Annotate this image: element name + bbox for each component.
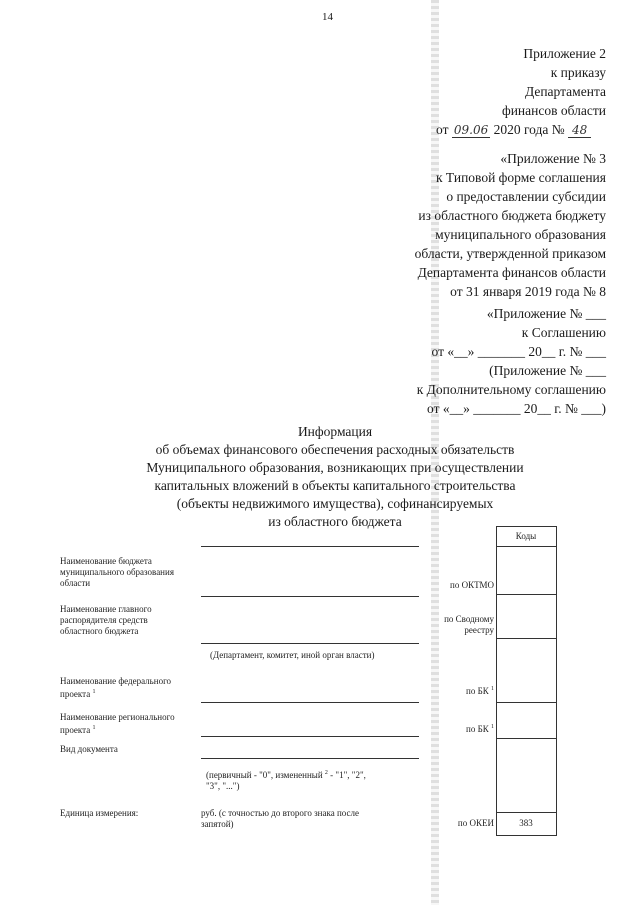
codes-left-border [496,526,497,836]
appendix2-line2: к приказу [550,65,606,80]
codes-header: Коды [515,531,537,541]
appendix2-line1: Приложение 2 [523,46,606,61]
appendix3-line: о предоставлении субсидии [446,189,606,204]
chief-distributor-label: Наименование главного распорядителя средств областного бюджета [60,604,152,636]
date-mid: 2020 года № [493,122,565,137]
budget-name-label: Наименование бюджета муниципального образования области [60,556,174,588]
appendix3-line: от 31 января 2019 года № 8 [450,284,606,299]
document-type-field[interactable] [201,758,419,759]
codes-bottom-border [496,835,556,836]
federal-project-field[interactable] [201,702,419,703]
handwritten-date: 09.06 [453,123,489,137]
bk-label-2: по БК $^1$ [466,724,494,734]
document-type-hint: (первичный - "0", измененный $^2$ - "1", "2", "3", "...") [206,770,366,791]
agreement-line: (Приложение № ___ [489,363,606,378]
okei-label: по ОКЕИ [457,818,494,828]
agreement-line: от «__» _______ 20__ г. № ___ [431,344,606,359]
regional-project-field[interactable] [201,736,419,737]
appendix3-line: к Типовой форме соглашения [436,170,606,185]
title-line: об объемах финансового обеспечения расходных обязательств [155,442,515,457]
okei-code: 383 [519,818,533,828]
title-line: Информация [297,424,373,439]
codes-divider [496,546,556,547]
appendix3-line: муниципального образования [435,227,606,242]
document-type-label: Вид документа [60,744,118,754]
bk-label-1: по БК $^1$ [466,686,494,696]
codes-divider [496,812,556,813]
appendix2-line3: Департамента [524,84,606,99]
codes-divider [496,702,556,703]
page-number: 14 [322,11,333,23]
agreement-line: от «__» _______ 20__ г. № ___) [427,401,606,416]
appendix3-line: Департамента финансов области [417,265,606,280]
codes-right-border [556,526,557,836]
title-line: капитальных вложений в объекты капитального строительства [154,478,516,493]
handwritten-number: 48 [568,123,591,138]
chief-distributor-field[interactable] [201,596,419,597]
budget-name-field[interactable] [201,546,419,547]
unit-label: Единица измерения: [60,808,139,818]
appendix3-line: «Приложение № 3 [500,151,606,166]
agreement-line: к Дополнительному соглашению [416,382,606,397]
department-hint: (Департамент, комитет, иной орган власти) [210,650,375,660]
agreement-line: к Соглашению [521,325,606,340]
title-line: (объекты недвижимого имущества), софинансируемых [176,496,494,511]
title-line: из областного бюджета [268,514,402,529]
department-field[interactable] [201,643,419,644]
codes-divider [496,738,556,739]
appendix3-line: области, утвержденной приказом [414,246,606,261]
codes-top-border [496,526,556,527]
appendix2-date-line [436,120,591,140]
consolidated-register-label: по Сводному реестру [444,614,494,635]
regional-project-label: Наименование регионального проекта $^1$ [60,712,175,735]
agreement-line: «Приложение № ___ [486,306,606,321]
appendix3-line: из областного бюджета бюджету [418,208,606,223]
title-line: Муниципального образования, возникающих при осуществлении [146,460,524,475]
federal-project-label: Наименование федерального проекта $^1$ [60,676,172,699]
codes-divider [496,594,556,595]
unit-value: руб. (с точностью до второго знака после запятой) [201,808,359,829]
oktmo-label: по ОКТМО [450,580,494,590]
appendix2-line4: финансов области [501,103,606,118]
date-prefix: от [436,122,449,137]
codes-divider [496,638,556,639]
